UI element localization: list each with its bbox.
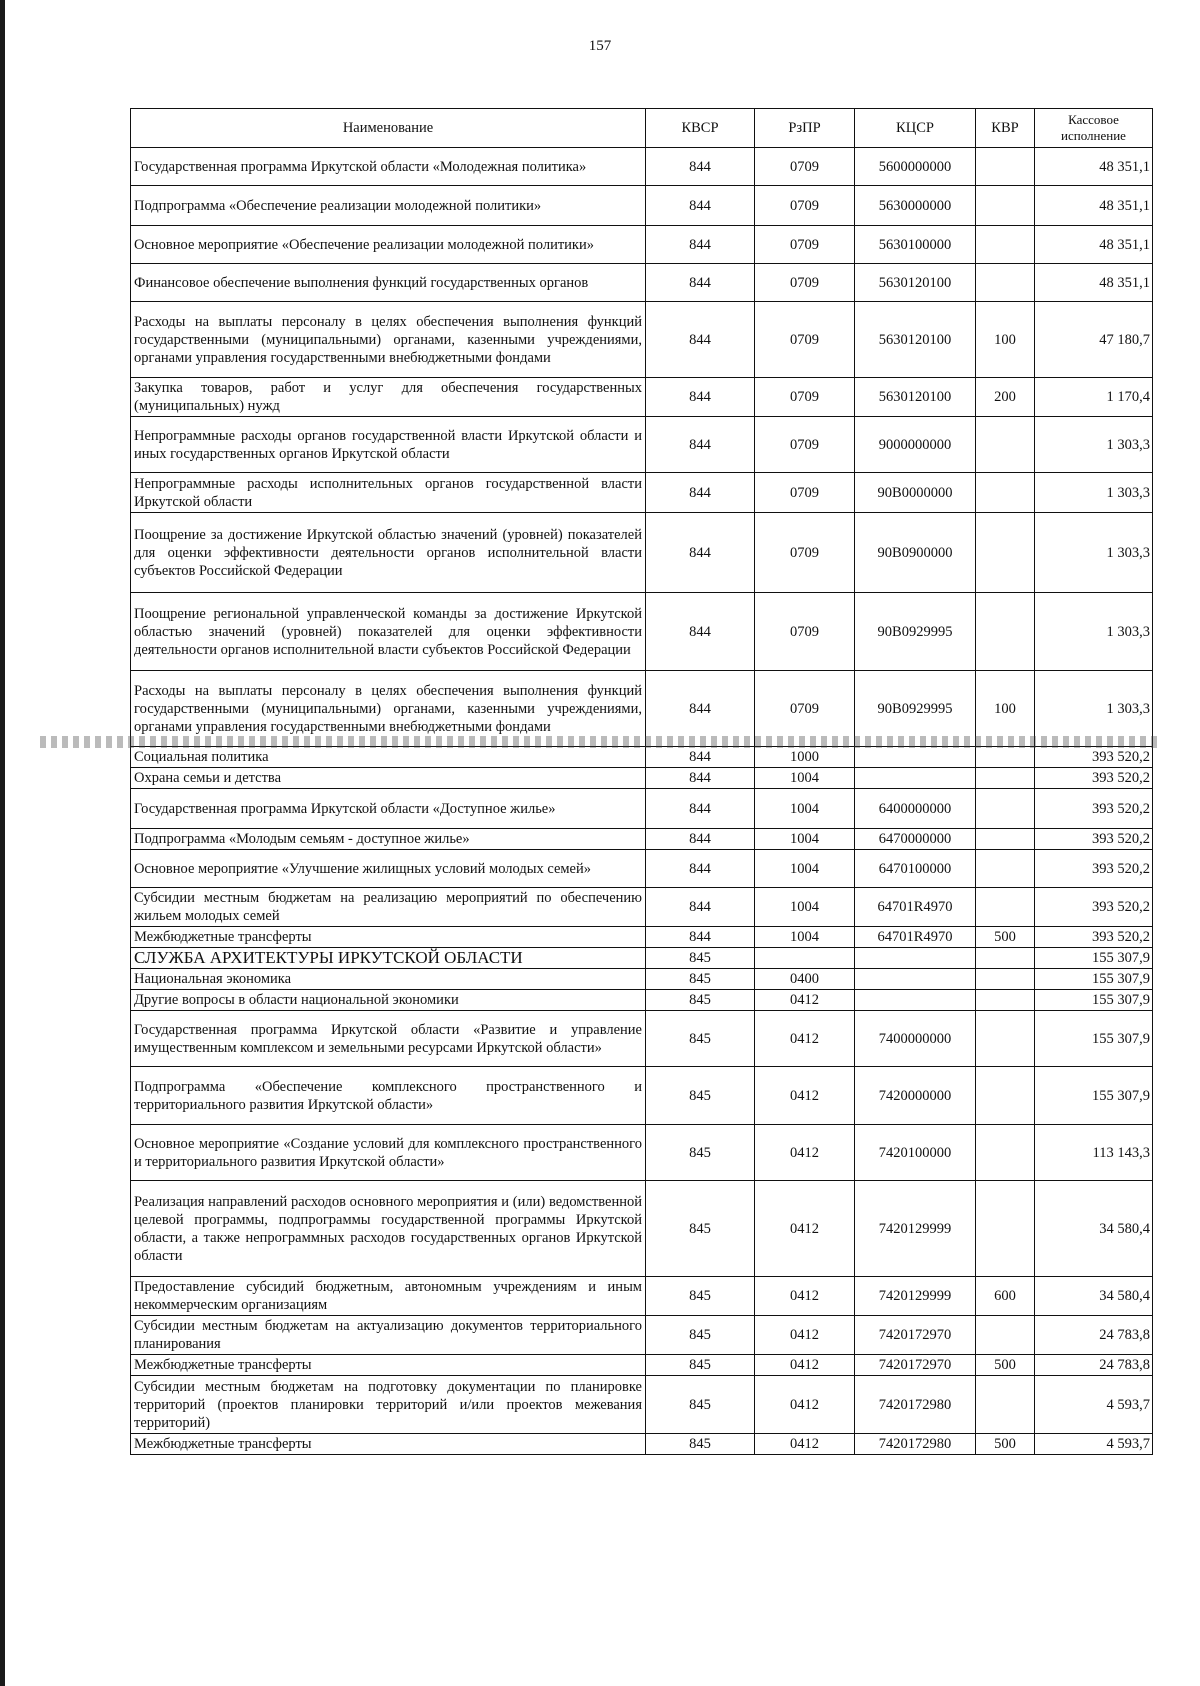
row-cash: 393 520,2	[1035, 747, 1153, 768]
row-cash: 155 307,9	[1035, 1011, 1153, 1067]
row-cash: 155 307,9	[1035, 1067, 1153, 1125]
table-row	[131, 829, 1153, 850]
row-kvr	[976, 1181, 1035, 1277]
row-kcsr: 9000000000	[855, 417, 976, 473]
row-rzpr: 0709	[755, 671, 855, 747]
row-kvsr: 844	[646, 888, 755, 927]
row-rzpr: 0412	[755, 1181, 855, 1277]
row-name: Основное мероприятие «Создание условий для комплексного пространственного и территориального развития Иркутской области»	[131, 1125, 646, 1181]
row-kvr	[976, 1125, 1035, 1181]
row-kvr	[976, 593, 1035, 671]
row-kvsr: 844	[646, 747, 755, 768]
row-rzpr: 0412	[755, 1355, 855, 1376]
table-row	[131, 378, 1153, 417]
row-kvsr: 845	[646, 1067, 755, 1125]
table-row	[131, 148, 1153, 186]
row-kcsr: 5630120100	[855, 264, 976, 302]
row-kcsr: 7420000000	[855, 1067, 976, 1125]
row-cash: 393 520,2	[1035, 789, 1153, 829]
row-kvsr: 844	[646, 593, 755, 671]
table-row	[131, 747, 1153, 768]
table-row	[131, 1355, 1153, 1376]
row-kvr	[976, 148, 1035, 186]
row-name: Межбюджетные трансферты	[131, 927, 646, 948]
row-kvsr: 844	[646, 264, 755, 302]
row-cash: 1 303,3	[1035, 417, 1153, 473]
row-name: Подпрограмма «Молодым семьям - доступное жилье»	[131, 829, 646, 850]
row-kvsr: 844	[646, 789, 755, 829]
row-kvsr: 845	[646, 1376, 755, 1434]
row-name: Поощрение региональной управленческой команды за достижение Иркутской областью значений (уровней) показателей для оценки эффективности деятельности органов исполнительной власти субъектов Российской Федерации	[131, 593, 646, 671]
row-name: Расходы на выплаты персоналу в целях обеспечения выполнения функций государственными (муниципальными) органами, казенными учреждениями, органами управления государственными внебюджетными фондами	[131, 671, 646, 747]
row-kvsr: 845	[646, 1434, 755, 1455]
table-row	[131, 186, 1153, 226]
row-name: Подпрограмма «Обеспечение комплексного пространственного и территориального развития Иркутской области»	[131, 1067, 646, 1125]
row-cash: 393 520,2	[1035, 768, 1153, 789]
row-rzpr: 0709	[755, 417, 855, 473]
row-kvr	[976, 473, 1035, 513]
row-kvsr: 844	[646, 768, 755, 789]
row-cash: 4 593,7	[1035, 1376, 1153, 1434]
row-cash: 155 307,9	[1035, 969, 1153, 990]
row-kvsr: 844	[646, 473, 755, 513]
row-kcsr: 7420129999	[855, 1181, 976, 1277]
row-kcsr: 7420100000	[855, 1125, 976, 1181]
row-kvr	[976, 829, 1035, 850]
row-rzpr: 0400	[755, 969, 855, 990]
table-row	[131, 226, 1153, 264]
table-row	[131, 473, 1153, 513]
row-kvr	[976, 1011, 1035, 1067]
row-name: Охрана семьи и детства	[131, 768, 646, 789]
header-kvr: КВР	[976, 109, 1035, 148]
row-name: Реализация направлений расходов основного мероприятия и (или) ведомственной целевой программы, подпрограммы государственной программы Иркутской области, а также непрограммных расходов государственных органов Иркутской области	[131, 1181, 646, 1277]
row-name: Предоставление субсидий бюджетным, автономным учреждениям и иным некоммерческим организациям	[131, 1277, 646, 1316]
row-kcsr: 6470000000	[855, 829, 976, 850]
table-row	[131, 850, 1153, 888]
row-kcsr: 5600000000	[855, 148, 976, 186]
row-cash: 1 303,3	[1035, 513, 1153, 593]
row-kvr	[976, 1067, 1035, 1125]
row-name: Государственная программа Иркутской области «Развитие и управление имущественным комплексом и земельными ресурсами Иркутской области»	[131, 1011, 646, 1067]
row-kvr: 100	[976, 671, 1035, 747]
row-cash: 1 303,3	[1035, 593, 1153, 671]
row-rzpr: 0412	[755, 1011, 855, 1067]
scan-edge	[0, 0, 5, 1686]
row-kvsr: 844	[646, 850, 755, 888]
header-kvsr: КВСР	[646, 109, 755, 148]
row-rzpr: 0412	[755, 1376, 855, 1434]
row-kvsr: 844	[646, 829, 755, 850]
row-kcsr	[855, 969, 976, 990]
row-cash: 1 303,3	[1035, 671, 1153, 747]
row-rzpr: 0709	[755, 513, 855, 593]
row-name: Другие вопросы в области национальной экономики	[131, 990, 646, 1011]
row-name: Субсидии местным бюджетам на актуализацию документов территориального планирования	[131, 1316, 646, 1355]
row-rzpr: 0412	[755, 1316, 855, 1355]
row-cash: 34 580,4	[1035, 1181, 1153, 1277]
row-kvsr: 845	[646, 1355, 755, 1376]
row-kvr	[976, 888, 1035, 927]
row-kcsr: 64701R4970	[855, 927, 976, 948]
row-name: Государственная программа Иркутской области «Молодежная политика»	[131, 148, 646, 186]
row-cash: 155 307,9	[1035, 990, 1153, 1011]
row-kvsr: 844	[646, 671, 755, 747]
row-name: Социальная политика	[131, 747, 646, 768]
row-rzpr: 1004	[755, 789, 855, 829]
row-kcsr: 6400000000	[855, 789, 976, 829]
row-cash: 48 351,1	[1035, 186, 1153, 226]
row-rzpr: 1004	[755, 927, 855, 948]
row-kvr	[976, 850, 1035, 888]
row-kvr: 500	[976, 1355, 1035, 1376]
row-kvr	[976, 1376, 1035, 1434]
table-row	[131, 1067, 1153, 1125]
row-rzpr: 1004	[755, 850, 855, 888]
row-kcsr: 90В0900000	[855, 513, 976, 593]
row-kcsr: 64701R4970	[855, 888, 976, 927]
row-name: Финансовое обеспечение выполнения функций государственных органов	[131, 264, 646, 302]
row-name: Расходы на выплаты персоналу в целях обеспечения выполнения функций государственными (муниципальными) органами, казенными учреждениями, органами управления государственными внебюджетными фондами	[131, 302, 646, 378]
row-cash: 155 307,9	[1035, 948, 1153, 969]
row-kcsr: 7420172980	[855, 1376, 976, 1434]
row-kvsr: 844	[646, 226, 755, 264]
table-row	[131, 990, 1153, 1011]
row-rzpr: 0412	[755, 1434, 855, 1455]
row-name: Основное мероприятие «Обеспечение реализации молодежной политики»	[131, 226, 646, 264]
row-kcsr: 7420172970	[855, 1316, 976, 1355]
row-kvsr: 844	[646, 417, 755, 473]
row-rzpr: 1000	[755, 747, 855, 768]
header-rzpr: РзПР	[755, 109, 855, 148]
row-name: Межбюджетные трансферты	[131, 1355, 646, 1376]
budget-table-container	[130, 108, 1152, 1455]
row-kcsr: 5630100000	[855, 226, 976, 264]
row-kvr	[976, 226, 1035, 264]
row-cash: 24 783,8	[1035, 1316, 1153, 1355]
row-kcsr	[855, 768, 976, 789]
row-cash: 393 520,2	[1035, 850, 1153, 888]
row-kcsr: 90В0929995	[855, 593, 976, 671]
table-row	[131, 1434, 1153, 1455]
row-name: Субсидии местным бюджетам на подготовку документации по планировке территорий (проектов планировки территорий и/или проектов межевания территорий)	[131, 1376, 646, 1434]
row-kvr	[976, 417, 1035, 473]
row-kvsr: 844	[646, 927, 755, 948]
row-name: Непрограммные расходы исполнительных органов государственной власти Иркутской области	[131, 473, 646, 513]
row-kvr	[976, 747, 1035, 768]
table-row	[131, 264, 1153, 302]
table-body	[131, 148, 1153, 1455]
row-name: Закупка товаров, работ и услуг для обеспечения государственных (муниципальных) нужд	[131, 378, 646, 417]
row-kvsr: 845	[646, 969, 755, 990]
row-kcsr: 7420129999	[855, 1277, 976, 1316]
row-name: Государственная программа Иркутской области «Доступное жилье»	[131, 789, 646, 829]
row-kvr: 500	[976, 1434, 1035, 1455]
row-kvsr: 845	[646, 990, 755, 1011]
row-cash: 24 783,8	[1035, 1355, 1153, 1376]
table-row	[131, 927, 1153, 948]
row-rzpr: 0709	[755, 302, 855, 378]
row-kvr	[976, 264, 1035, 302]
row-rzpr: 1004	[755, 888, 855, 927]
row-kvr	[976, 948, 1035, 969]
header-kcsr: КЦСР	[855, 109, 976, 148]
table-row	[131, 671, 1153, 747]
row-kcsr: 7420172970	[855, 1355, 976, 1376]
row-name: СЛУЖБА АРХИТЕКТУРЫ ИРКУТСКОЙ ОБЛАСТИ	[131, 948, 646, 969]
row-cash: 48 351,1	[1035, 148, 1153, 186]
row-rzpr: 0412	[755, 1067, 855, 1125]
table-row	[131, 1125, 1153, 1181]
row-cash: 4 593,7	[1035, 1434, 1153, 1455]
row-kcsr	[855, 990, 976, 1011]
row-kvsr: 844	[646, 378, 755, 417]
header-cash: Кассовое исполнение	[1035, 109, 1153, 148]
row-kvr	[976, 513, 1035, 593]
row-kvr	[976, 186, 1035, 226]
row-name: Национальная экономика	[131, 969, 646, 990]
table-row	[131, 948, 1153, 969]
row-rzpr: 1004	[755, 768, 855, 789]
row-kcsr: 90В0929995	[855, 671, 976, 747]
row-cash: 1 303,3	[1035, 473, 1153, 513]
row-rzpr: 0412	[755, 990, 855, 1011]
row-kvr	[976, 768, 1035, 789]
header-name: Наименование	[131, 109, 646, 148]
row-rzpr	[755, 948, 855, 969]
row-kvsr: 845	[646, 1011, 755, 1067]
row-cash: 393 520,2	[1035, 888, 1153, 927]
table-row	[131, 302, 1153, 378]
row-kvr	[976, 1316, 1035, 1355]
table-row	[131, 1181, 1153, 1277]
table-row	[131, 513, 1153, 593]
row-kcsr: 90В0000000	[855, 473, 976, 513]
table-header-row	[131, 109, 1153, 148]
row-kcsr: 6470100000	[855, 850, 976, 888]
row-rzpr: 1004	[755, 829, 855, 850]
row-cash: 1 170,4	[1035, 378, 1153, 417]
row-kvr	[976, 990, 1035, 1011]
row-rzpr: 0709	[755, 148, 855, 186]
row-kvsr: 844	[646, 186, 755, 226]
row-rzpr: 0709	[755, 264, 855, 302]
row-cash: 393 520,2	[1035, 927, 1153, 948]
table-row	[131, 593, 1153, 671]
row-cash: 34 580,4	[1035, 1277, 1153, 1316]
table-row	[131, 969, 1153, 990]
row-name: Субсидии местным бюджетам на реализацию мероприятий по обеспечению жильем молодых семей	[131, 888, 646, 927]
row-name: Поощрение за достижение Иркутской областью значений (уровней) показателей для оценки эффективности деятельности органов исполнительной власти субъектов Российской Федерации	[131, 513, 646, 593]
row-kvsr: 844	[646, 513, 755, 593]
row-kvr: 600	[976, 1277, 1035, 1316]
row-kcsr: 5630120100	[855, 378, 976, 417]
table-row	[131, 1316, 1153, 1355]
row-rzpr: 0412	[755, 1277, 855, 1316]
row-kvr: 500	[976, 927, 1035, 948]
row-kcsr: 5630120100	[855, 302, 976, 378]
row-kvsr: 845	[646, 1125, 755, 1181]
row-rzpr: 0709	[755, 226, 855, 264]
row-kcsr: 5630000000	[855, 186, 976, 226]
row-kvsr: 844	[646, 148, 755, 186]
row-name: Основное мероприятие «Улучшение жилищных условий молодых семей»	[131, 850, 646, 888]
row-cash: 113 143,3	[1035, 1125, 1153, 1181]
row-kcsr: 7400000000	[855, 1011, 976, 1067]
row-kvsr: 845	[646, 1277, 755, 1316]
row-kvsr: 845	[646, 1316, 755, 1355]
row-rzpr: 0709	[755, 593, 855, 671]
row-name: Межбюджетные трансферты	[131, 1434, 646, 1455]
row-cash: 48 351,1	[1035, 226, 1153, 264]
row-name: Подпрограмма «Обеспечение реализации молодежной политики»	[131, 186, 646, 226]
table-row	[131, 417, 1153, 473]
row-kcsr	[855, 948, 976, 969]
row-kvr: 200	[976, 378, 1035, 417]
row-kvr	[976, 789, 1035, 829]
row-name: Непрограммные расходы органов государственной власти Иркутской области и иных государственных органов Иркутской области	[131, 417, 646, 473]
row-cash: 48 351,1	[1035, 264, 1153, 302]
row-cash: 393 520,2	[1035, 829, 1153, 850]
table-row	[131, 1277, 1153, 1316]
table-row	[131, 888, 1153, 927]
budget-execution-table	[130, 108, 1153, 1455]
table-row	[131, 789, 1153, 829]
page-number: 157	[588, 38, 612, 54]
row-kcsr: 7420172980	[855, 1434, 976, 1455]
row-kvsr: 844	[646, 302, 755, 378]
row-kvsr: 845	[646, 1181, 755, 1277]
row-rzpr: 0709	[755, 473, 855, 513]
row-rzpr: 0412	[755, 1125, 855, 1181]
row-kcsr	[855, 747, 976, 768]
row-rzpr: 0709	[755, 378, 855, 417]
row-kvsr: 845	[646, 948, 755, 969]
row-rzpr: 0709	[755, 186, 855, 226]
table-row	[131, 1011, 1153, 1067]
table-row	[131, 768, 1153, 789]
table-row	[131, 1376, 1153, 1434]
row-cash: 47 180,7	[1035, 302, 1153, 378]
row-kvr	[976, 969, 1035, 990]
row-kvr: 100	[976, 302, 1035, 378]
